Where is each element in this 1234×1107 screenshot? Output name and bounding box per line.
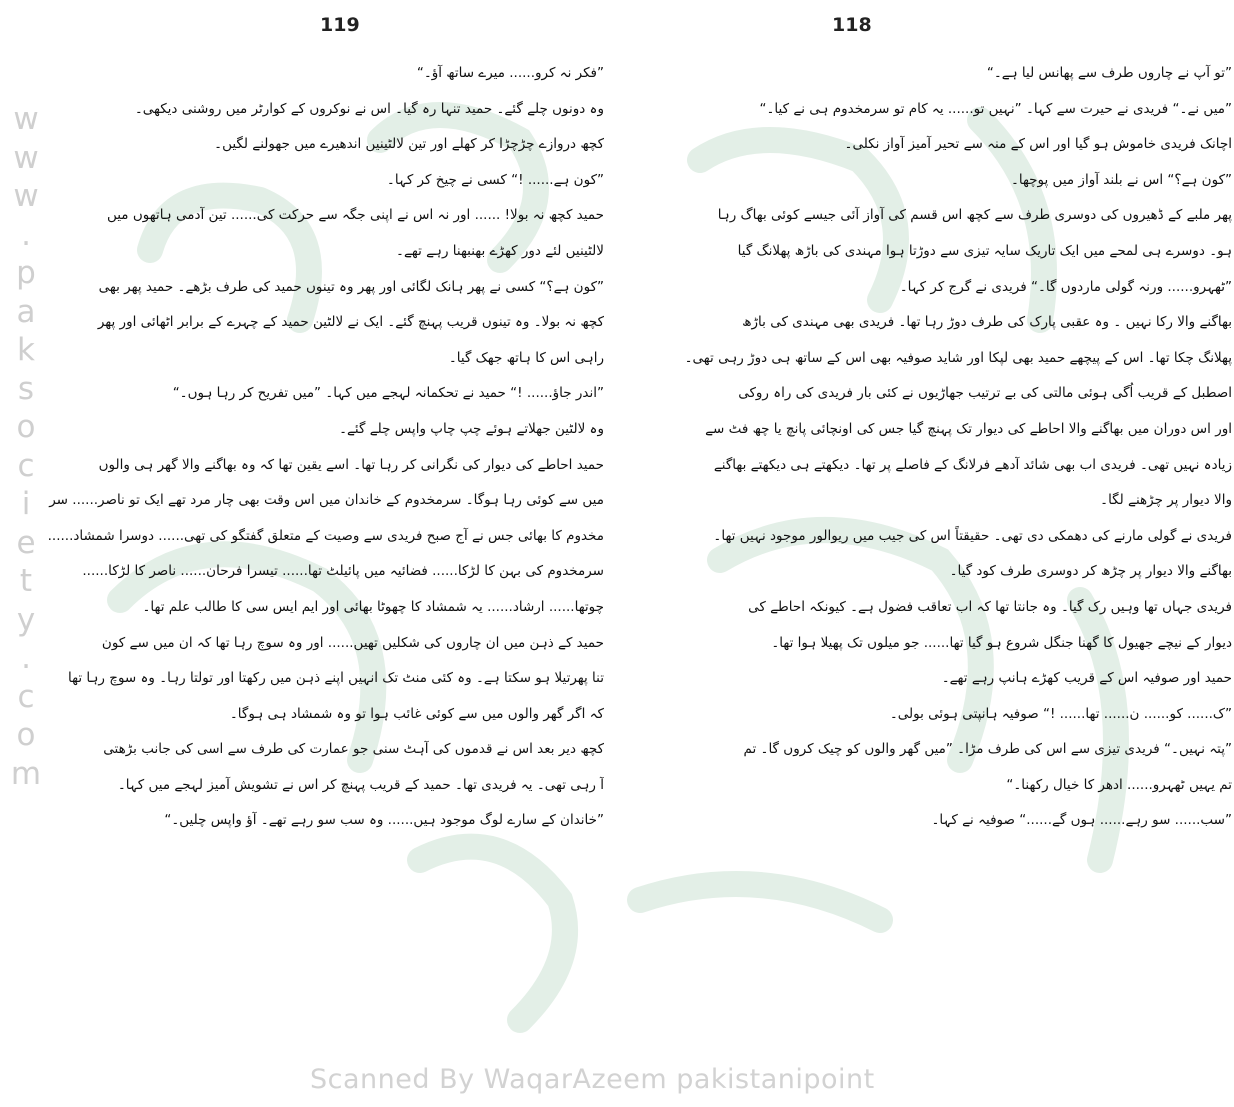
text-line: اور اس دوران میں بھاگنے والا احاطے کی دیوار تک پہنچ گیا جس کی اونچائی پانچ یا چھ فٹ سے [705,420,1232,437]
text-line: ”میں نے۔“ فریدی نے حیرت سے کہا۔ ”نہیں تو...... یہ کام تو سرمخدوم ہی نے کیا۔“ [759,100,1232,117]
text-line: زیادہ نہیں تھی۔ فریدی اب بھی شائد آدھے فرلانگ کے فاصلے پر تھا۔ دیکھتے ہی دیکھتے بھاگنے [713,456,1232,473]
watermark-letter: c [17,447,35,484]
watermark-letter: c [17,678,35,715]
text-line: حمید احاطے کی دیوار کی نگرانی کر رہا تھا۔ اسے یقین تھا کہ وہ بھاگنے والا گھر ہی والوں [98,456,604,473]
watermark-letter: p [16,255,36,291]
text-line: پھر ملبے کے ڈھیروں کی دوسری طرف سے کچھ اس قسم کی آواز آئی جیسے کوئی بھاگ رہا [717,207,1232,224]
text-line: حمید اور صوفیہ اس کے قریب کھڑے ہانپ رہے تھے۔ [941,670,1232,687]
right-page-text [612,56,1232,839]
text-line: ہو۔ دوسرے ہی لمحے میں ایک تاریک سایہ تیزی سے دوڑتا ہوا مہندی کی باڑھ پھلانگ گیا [737,242,1232,259]
text-line: دیوار کے نیچے جھیول کا گھنا جنگل شروع ہو گیا تھا...... جو میلوں تک پھیلا ہوا تھا۔ [771,634,1232,651]
watermark-letter: s [17,370,35,407]
text-line: چوتھا...... ارشاد...... یہ شمشاد کا چھوٹا بھائی اور ایم ایس سی کا طالب علم تھا۔ [142,598,604,615]
watermark-letter: w [13,101,39,137]
text-line: راہی اس کا ہاتھ جھک گیا۔ [448,349,604,366]
text-line: کہ اگر گھر والوں میں سے کوئی غائب ہوا تو وہ شمشاد ہی ہوگا۔ [229,705,604,722]
watermark-letter: . [21,640,31,676]
watermark-letter: m [10,755,42,792]
text-line: ”تو آپ نے چاروں طرف سے پھانس لیا ہے۔“ [986,65,1232,81]
text-line: تنا پھرتیلا ہو سکتا ہے۔ وہ کئی منٹ تک انہیں اپنے ذہن میں رکھتا اور تولتا رہا۔ وہ سوچ رہا تھا [68,670,604,687]
text-line: کچھ نہ بولا۔ وہ تینوں قریب پہنچ گئے۔ ایک نے لالٹین حمید کے چہرے کے برابر اٹھائی اور پھر [97,314,604,331]
text-line: کچھ دیر بعد اس نے قدموں کی آہٹ سنی جو عمارت کی طرف سے اسی کی جانب بڑھتی [103,741,604,758]
text-line: حمید کے ذہن میں ان چاروں کی شکلیں تھیں...... اور وہ سوچ رہا تھا کہ ان میں سے کون [101,634,604,651]
text-line: والا دیوار پر چڑھنے لگا۔ [1100,492,1232,509]
text-line: کچھ دروازے چڑچڑا کر کھلے اور تین لالٹینیں اندھیرے میں جھولنے لگیں۔ [214,136,604,153]
watermark-letter: i [21,486,31,522]
text-line: ”سب...... سو رہے...... ہوں گے......“ صوفیہ نے کہا۔ [931,812,1232,829]
watermark-letter: w [13,178,39,214]
watermark-letter: o [16,409,36,445]
watermark-letter: w [13,139,39,176]
page-number-left: 119 [320,14,360,36]
text-line: بھاگنے والا رکا نہیں ۔ وہ عقبی پارک کی طرف دوڑ رہا تھا۔ فریدی بھی مہندی کی باڑھ [742,314,1232,331]
text-line: اچانک فریدی خاموش ہو گیا اور اس کے منہ سے تحیر آمیز آواز نکلی۔ [844,136,1232,153]
text-line: میں سے کوئی رہا ہوگا۔ سرمخدوم کے خاندان میں اس وقت بھی چار مرد تھے ایک تو ناصر...... سر [49,492,604,509]
watermark-letter: e [16,524,36,561]
watermark-letter: o [16,717,36,753]
text-line: اصطبل کے قریب اُگی ہوئی مالتی کی بے ترتیب جھاڑیوں نے کئی بار فریدی کی راہ روکی [738,385,1232,402]
watermark-letter: y [16,601,36,638]
text-line: مخدوم کا بھائی جس نے آج صبح فریدی سے وصیت کے متعلق گفتگو کی تھی...... دوسرا شمشاد...... [47,527,604,544]
text-line: ”ک...... کو...... ن...... تھا...... !“ صوفیہ ہانپتی ہوئی بولی۔ [889,705,1232,722]
text-line: فریدی جہاں تھا وہیں رک گیا۔ وہ جانتا تھا کہ اب تعاقب فضول ہے۔ کیونکہ احاطے کی [748,598,1232,615]
text-line: ”کون ہے؟“ اس نے بلند آواز میں پوچھا۔ [1010,171,1232,188]
page-number-right: 118 [832,14,872,36]
text-line: وہ دونوں چلے گئے۔ حمید تنہا رہ گیا۔ اس نے نوکروں کے کوارٹر میں روشنی دیکھی۔ [134,100,604,117]
text-line: ”فکر نہ کرو...... میرے ساتھ آؤ۔“ [416,65,604,81]
scanner-credit-watermark: Scanned By WaqarAzeem pakistanipoint [310,1064,875,1095]
text-line: تم یہیں ٹھہرو...... ادھر کا خیال رکھنا۔“ [1006,776,1232,793]
text-line: فریدی نے گولی مارنے کی دھمکی دی تھی۔ حقیقتاً اس کی جیب میں ریوالور موجود نہیں تھا۔ [713,527,1232,544]
text-line: ”اندر جاؤ...... !“ حمید نے تحکمانہ لہجے میں کہا۔ ”میں تفریح کر رہا ہوں۔“ [172,385,604,402]
text-line: آ رہی تھی۔ یہ فریدی تھا۔ حمید کے قریب پہنچ کر اس نے تشویش آمیز لہجے میں کہا۔ [117,776,604,793]
text-line: ”ٹھہرو...... ورنہ گولی ماردوں گا۔“ فریدی نے گرج کر کہا۔ [899,278,1232,295]
text-line: سرمخدوم کی بہن کا لڑکا...... فضائیہ میں پائیلٹ تھا...... تیسرا فرحان...... ناصر کا لڑکا...... [82,563,604,580]
watermark-letter: k [17,332,35,368]
text-line: ”پتہ نہیں۔“ فریدی تیزی سے اس کی طرف مڑا۔ ”میں گھر والوں کو چیک کروں گا۔ تم [743,741,1232,758]
text-line: لالٹینیں لئے دور کھڑے بھنبھنا رہے تھے۔ [396,242,604,259]
text-line: بھاگنے والا دیوار پر چڑھ کر دوسری طرف کود گیا۔ [949,563,1232,580]
text-line: ”کون ہے؟“ کسی نے پھر ہانک لگائی اور پھر وہ تینوں حمید کی طرف بڑھے۔ حمید پھر بھی [98,278,604,295]
text-line: حمید کچھ نہ بولا! ...... اور نہ اس نے اپنی جگہ سے حرکت کی...... تین آدمی ہاتھوں میں [106,207,604,224]
text-line: وہ لالٹین جھلاتے ہوئے چپ چاپ واپس چلے گئے۔ [339,420,604,437]
text-line: ”خاندان کے سارے لوگ موجود ہیں...... وہ سب سو رہے تھے۔ آؤ واپس چلیں۔“ [164,812,604,829]
text-line: ”کون ہے...... !“ کسی نے چیخ کر کہا۔ [386,171,604,188]
watermark-letter: t [19,563,33,599]
watermark-letter: a [16,293,36,330]
watermark-letter: . [21,216,31,253]
left-page-text [44,56,604,839]
text-line: پھلانگ چکا تھا۔ اس کے پیچھے حمید بھی لپکا اور شاید صوفیہ بھی اس کے ساتھ ہی دوڑ رہی تھی۔ [684,349,1232,366]
